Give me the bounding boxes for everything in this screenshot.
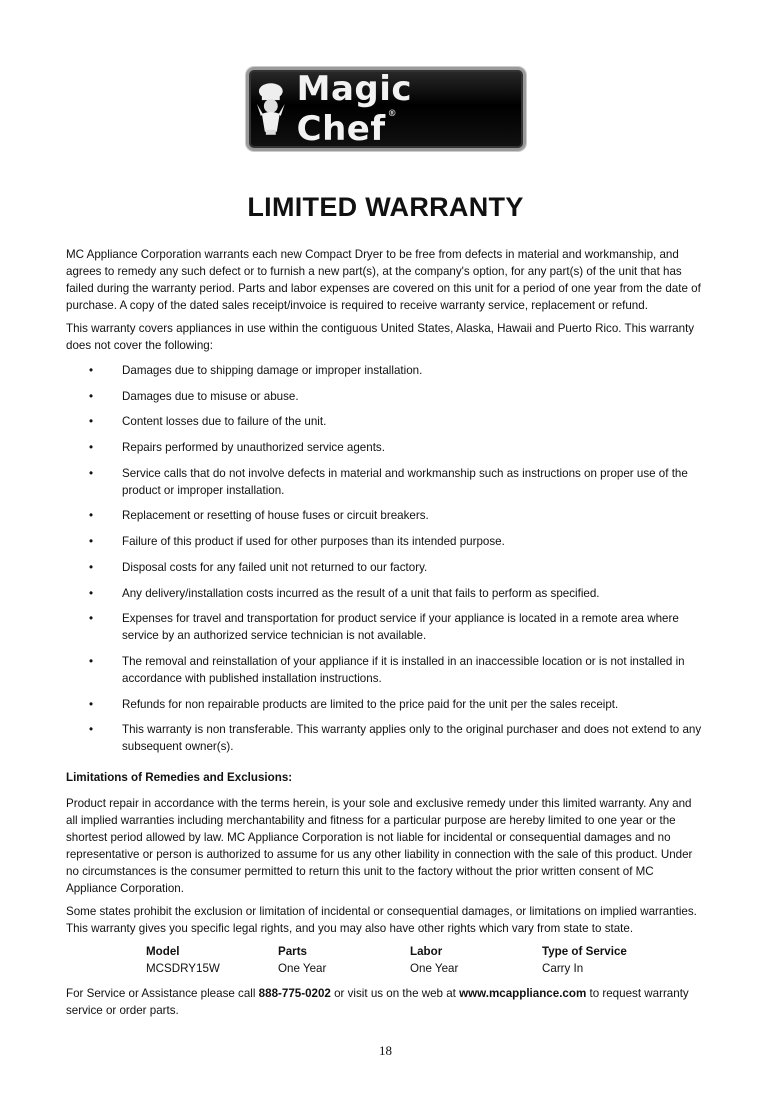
table-header-cell: Parts — [278, 945, 308, 959]
table-cell: One Year — [410, 962, 459, 976]
list-item: • The removal and reinstallation of your appliance if it is installed in an inaccessible location or is not installed in accordance with published installation instructions. — [66, 653, 706, 687]
website-link[interactable]: www.mcappliance.com — [459, 987, 587, 1001]
list-item: • This warranty is non transferable. This warranty applies only to the original purchaser and does not extend to any subsequent owner(s). — [66, 721, 706, 755]
logo-text: Magic Chef ® — [296, 69, 413, 149]
list-item: • Service calls that do not involve defects in material and workmanship such as instructions on proper use of the product or improper installation. — [66, 465, 706, 499]
list-item: • Replacement or resetting of house fuses or circuit breakers. — [66, 507, 706, 524]
contact-suffix: to request warranty service or order parts. — [66, 987, 689, 1018]
brand-logo — [246, 67, 526, 151]
list-item: • Expenses for travel and transportation for product service if your appliance is located in a remote area where service by an authorized service technician is not available. — [66, 610, 706, 644]
contact-paragraph — [66, 985, 706, 1019]
page-number: 18 — [379, 1043, 392, 1058]
table-header-row — [146, 943, 674, 960]
coverage-paragraph: This warranty covers appliances in use within the contiguous United States, Alaska, Hawaii and Puerto Rico. This warranty does not cover the following: — [66, 322, 695, 352]
contact-prefix: For Service or Assistance please call — [66, 987, 259, 1001]
table-header-cell: Labor — [410, 945, 443, 959]
list-item: • Any delivery/installation costs incurred as the result of a unit that fails to perform as specified. — [66, 585, 706, 602]
table-header-cell: Model — [146, 945, 180, 959]
table-cell: One Year — [278, 962, 327, 976]
contact-middle: or visit us on the web at — [330, 987, 460, 1001]
limitations-heading: Limitations of Remedies and Exclusions: — [66, 771, 293, 785]
table-cell: MCSDRY15W — [146, 962, 220, 976]
table-cell: Carry In — [542, 962, 584, 976]
intro-paragraph: MC Appliance Corporation warrants each new Compact Dryer to be free from defects in material and workmanship, and agrees to remedy any such defect or to furnish a new part(s), at the company's option, for any part(s) of the unit that has failed during the warranty period. Parts and labor expenses are covered on this unit for a period of one year from the date of purchase. A copy of the dated sales receipt/invoice is required to receive warranty service, replacement or refund. — [66, 248, 701, 312]
states-paragraph: Some states prohibit the exclusion or limitation of incidental or consequential damages, or limitations on implied warranties. This warranty gives you specific legal rights, and you may also have other rights which vary from state to state. — [66, 905, 697, 936]
table-header-cell: Type of Service — [542, 945, 627, 959]
list-item: • Content losses due to failure of the unit. — [66, 413, 706, 430]
exclusions-list — [66, 362, 706, 755]
list-item: • Refunds for non repairable products are limited to the price paid for the unit per the sales receipt. — [66, 696, 706, 713]
list-item: • Disposal costs for any failed unit not returned to our factory. — [66, 559, 706, 576]
limitations-paragraph: Product repair in accordance with the terms herein, is your sole and exclusive remedy under this limited warranty. Any and all implied warranties including merchantability and fitness for a particular purpose are hereby limited to one year or the shortest period allowed by law. MC Appliance Corporation is not liable for incidental or consequential damages and no representative or person is authorized to assume for us any other liability in connection with the sale of this product. Under no circumstances is the consumer permitted to return this unit to the factory without the prior written consent of MC Appliance Corporation. — [66, 797, 693, 896]
warranty-content — [66, 246, 706, 1025]
service-table — [146, 943, 674, 977]
list-item: • Damages due to shipping damage or improper installation. — [66, 362, 706, 379]
chef-mascot-icon — [249, 82, 293, 136]
list-item: • Damages due to misuse or abuse. — [66, 388, 706, 405]
table-row — [146, 960, 674, 977]
page-title: LIMITED WARRANTY — [247, 192, 524, 222]
list-item: • Repairs performed by unauthorized service agents. — [66, 439, 706, 456]
list-item: • Failure of this product if used for other purposes than its intended purpose. — [66, 533, 706, 550]
phone-number: 888-775-0202 — [258, 987, 331, 1001]
